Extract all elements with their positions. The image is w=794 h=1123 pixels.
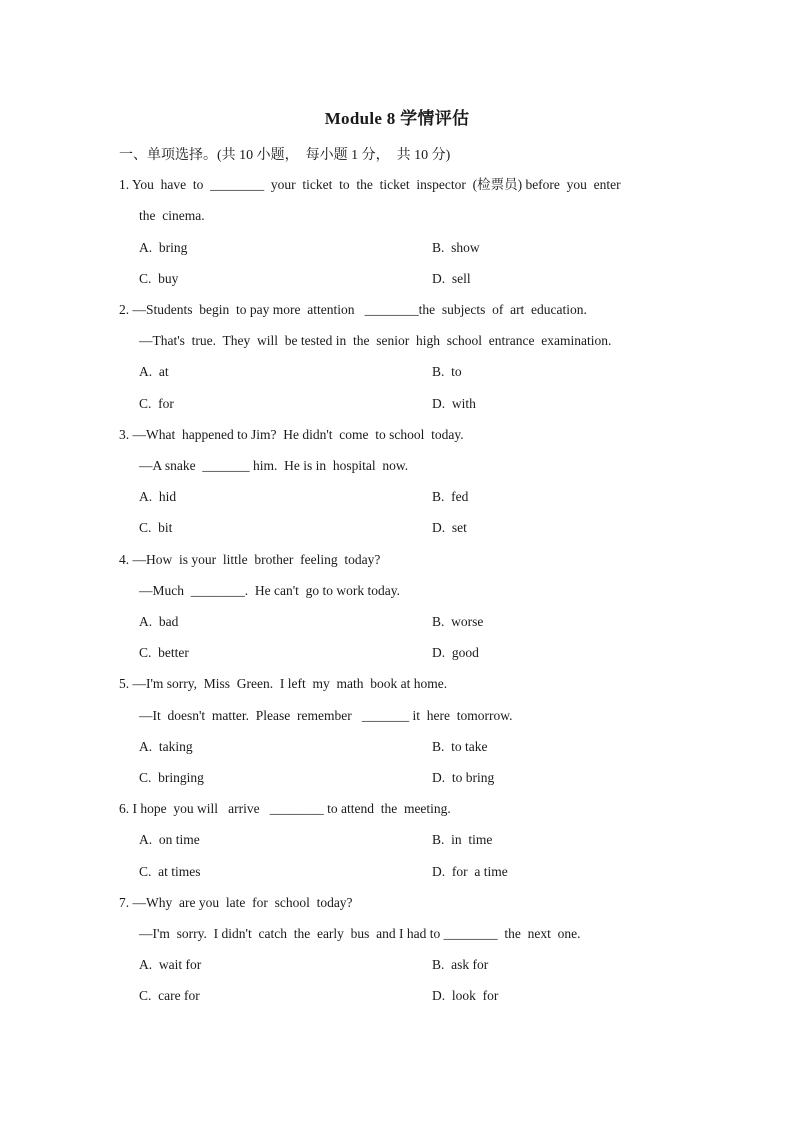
question-5-option-b: B. to take [432, 739, 488, 754]
question-2-stem: 2. —Students begin to pay more attention ________the subjects of art education. [119, 302, 587, 317]
question-5-stem: 5. —I'm sorry, Miss Green. I left my math book at home. [119, 676, 448, 691]
question-7-option-c: C. care for [139, 988, 200, 1003]
question-2-reply: —That's true. They will be tested in the senior high school entrance examination. [139, 333, 612, 348]
question-4-option-d: D. good [432, 645, 479, 660]
question-2-option-c: C. for [139, 396, 174, 411]
question-2-option-a: A. at [139, 364, 169, 379]
question-4-option-a: A. bad [139, 614, 179, 629]
question-2-option-d: D. with [432, 396, 476, 411]
question-3-option-b: B. fed [432, 489, 469, 504]
question-5-option-d: D. to bring [432, 770, 495, 785]
question-6-option-a: A. on time [139, 832, 200, 847]
question-6-option-b: B. in time [432, 832, 493, 847]
question-1-stem: 1. You have to ________ your ticket to the ticket inspector (检票员) before you enter [119, 177, 621, 192]
question-5-option-c: C. bringing [139, 770, 204, 785]
question-1-option-a: A. bring [139, 240, 188, 255]
question-3-option-d: D. set [432, 520, 467, 535]
question-6-stem: 6. I hope you will arrive ________ to attend the meeting. [119, 801, 451, 816]
page-title: Module 8 学情评估 [324, 109, 470, 128]
question-3-reply: —A snake _______ him. He is in hospital now. [139, 458, 409, 473]
question-4-option-b: B. worse [432, 614, 484, 629]
question-4-stem: 4. —How is your little brother feeling today? [119, 552, 381, 567]
question-3-stem: 3. —What happened to Jim? He didn't come to school today. [119, 427, 464, 442]
section-heading: 一、单项选择。(共 10 小题， 每小题 1 分， 共 10 分) [119, 148, 451, 163]
question-3-option-a: A. hid [139, 489, 177, 504]
question-6-option-d: D. for a time [432, 864, 508, 879]
question-7-option-b: B. ask for [432, 957, 489, 972]
question-1-option-b: B. show [432, 240, 480, 255]
question-7-reply: —I'm sorry. I didn't catch the early bus and I had to ________ the next one. [139, 926, 581, 941]
question-1-stem-cont: the cinema. [139, 208, 205, 223]
question-5-reply: —It doesn't matter. Please remember _______ it here tomorrow. [139, 708, 513, 723]
question-7-option-a: A. wait for [139, 957, 202, 972]
question-3-option-c: C. bit [139, 520, 173, 535]
question-5-option-a: A. taking [139, 739, 193, 754]
question-1-option-c: C. buy [139, 271, 179, 286]
question-4-option-c: C. better [139, 645, 189, 660]
question-4-reply: —Much ________. He can't go to work today. [139, 583, 401, 598]
question-2-option-b: B. to [432, 364, 462, 379]
question-1-option-d: D. sell [432, 271, 471, 286]
question-7-option-d: D. look for [432, 988, 499, 1003]
question-7-stem: 7. —Why are you late for school today? [119, 895, 353, 910]
question-6-option-c: C. at times [139, 864, 201, 879]
